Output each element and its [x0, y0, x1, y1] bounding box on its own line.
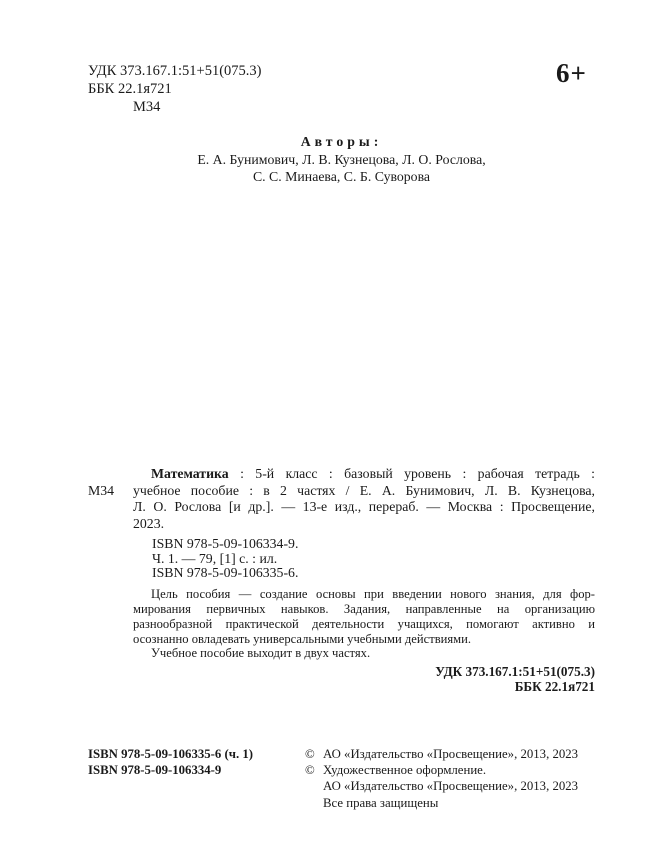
- bib-line-1-rest: : 5-й класс : базовый уровень : рабочая тетрадь :: [228, 466, 595, 481]
- bbk-code-top: ББК 22.1я721: [88, 81, 172, 97]
- copyright-line: [305, 778, 578, 794]
- udk-code-bottom: УДК 373.167.1:51+51(075.3): [435, 664, 595, 680]
- top-classification-codes: [88, 62, 261, 116]
- book-code-top: М34: [133, 99, 161, 115]
- bibliographic-description: [133, 466, 595, 532]
- age-rating-badge: 6+: [556, 58, 587, 88]
- udk-code-top: УДК 373.167.1:51+51(075.3): [88, 63, 262, 79]
- copyright-text: АО «Издательство «Просвещение», 2013, 2023: [323, 747, 579, 761]
- authors-heading: Авторы:: [300, 134, 383, 149]
- copyright-symbol: ©: [305, 763, 315, 778]
- copyright-text: Художественное оформление.: [323, 763, 487, 778]
- bibliographic-block: [88, 466, 595, 695]
- copyright-line: [305, 795, 578, 811]
- isbn-bottom-block: [88, 746, 253, 778]
- annotation-line: мирования первичных навыков. Задания, направленные на организацию: [133, 601, 595, 616]
- copyright-line: [305, 762, 578, 778]
- classification-codes-right: [88, 665, 595, 694]
- annotation-paragraph: [133, 587, 595, 662]
- isbn-group: [152, 537, 595, 581]
- isbn-bottom-1: ISBN 978-5-09-106335-6 (ч. 1): [88, 747, 254, 761]
- authors-line-1: Е. А. Бунимович, Л. В. Кузнецова, Л. О. Рослова,: [197, 152, 486, 167]
- copyright-block: [305, 746, 578, 811]
- copyright-text: Все права защищены: [323, 795, 439, 810]
- copyright-symbol: [305, 795, 323, 811]
- bib-line-4: 2023.: [133, 515, 165, 531]
- copyright-symbol: [305, 778, 323, 794]
- bib-title: Математика: [151, 466, 229, 481]
- bbk-code-bottom: ББК 22.1я721: [514, 678, 595, 694]
- part-line: Ч. 1. — 79, [1] с. : ил.: [152, 550, 278, 566]
- copyright-symbol: ©: [305, 747, 315, 761]
- isbn-line-1: ISBN 978-5-09-106334-9.: [152, 536, 299, 551]
- book-code-hang: М34: [88, 482, 115, 498]
- annotation-line: разнообразной практической деятельности учащихся, помогают активно и: [133, 616, 595, 631]
- copyright-text: АО «Издательство «Просвещение», 2013, 2023: [323, 779, 579, 794]
- bib-line-1: [133, 466, 595, 483]
- isbn-line-2: ISBN 978-5-09-106335-6.: [152, 565, 299, 581]
- isbn-bottom-2: ISBN 978-5-09-106334-9: [88, 763, 222, 778]
- copyright-line: [305, 746, 578, 762]
- authors-block: [88, 133, 595, 185]
- annotation-line: Учебное пособие выходит в двух частях.: [151, 646, 371, 661]
- bib-line-2: учебное пособие : в 2 частях / Е. А. Бунимович, Л. В. Кузнецова,: [133, 482, 595, 498]
- annotation-line: осознанно овладевать универсальными учебными действиями.: [133, 631, 472, 646]
- annotation-line: Цель пособия — создание основы при введении нового знания, для фор-: [151, 586, 595, 601]
- authors-line-2: С. С. Минаева, С. Б. Суворова: [252, 169, 431, 184]
- bib-line-3: Л. О. Рослова [и др.]. — 13-е изд., перераб. — Москва : Просвещение,: [133, 499, 595, 514]
